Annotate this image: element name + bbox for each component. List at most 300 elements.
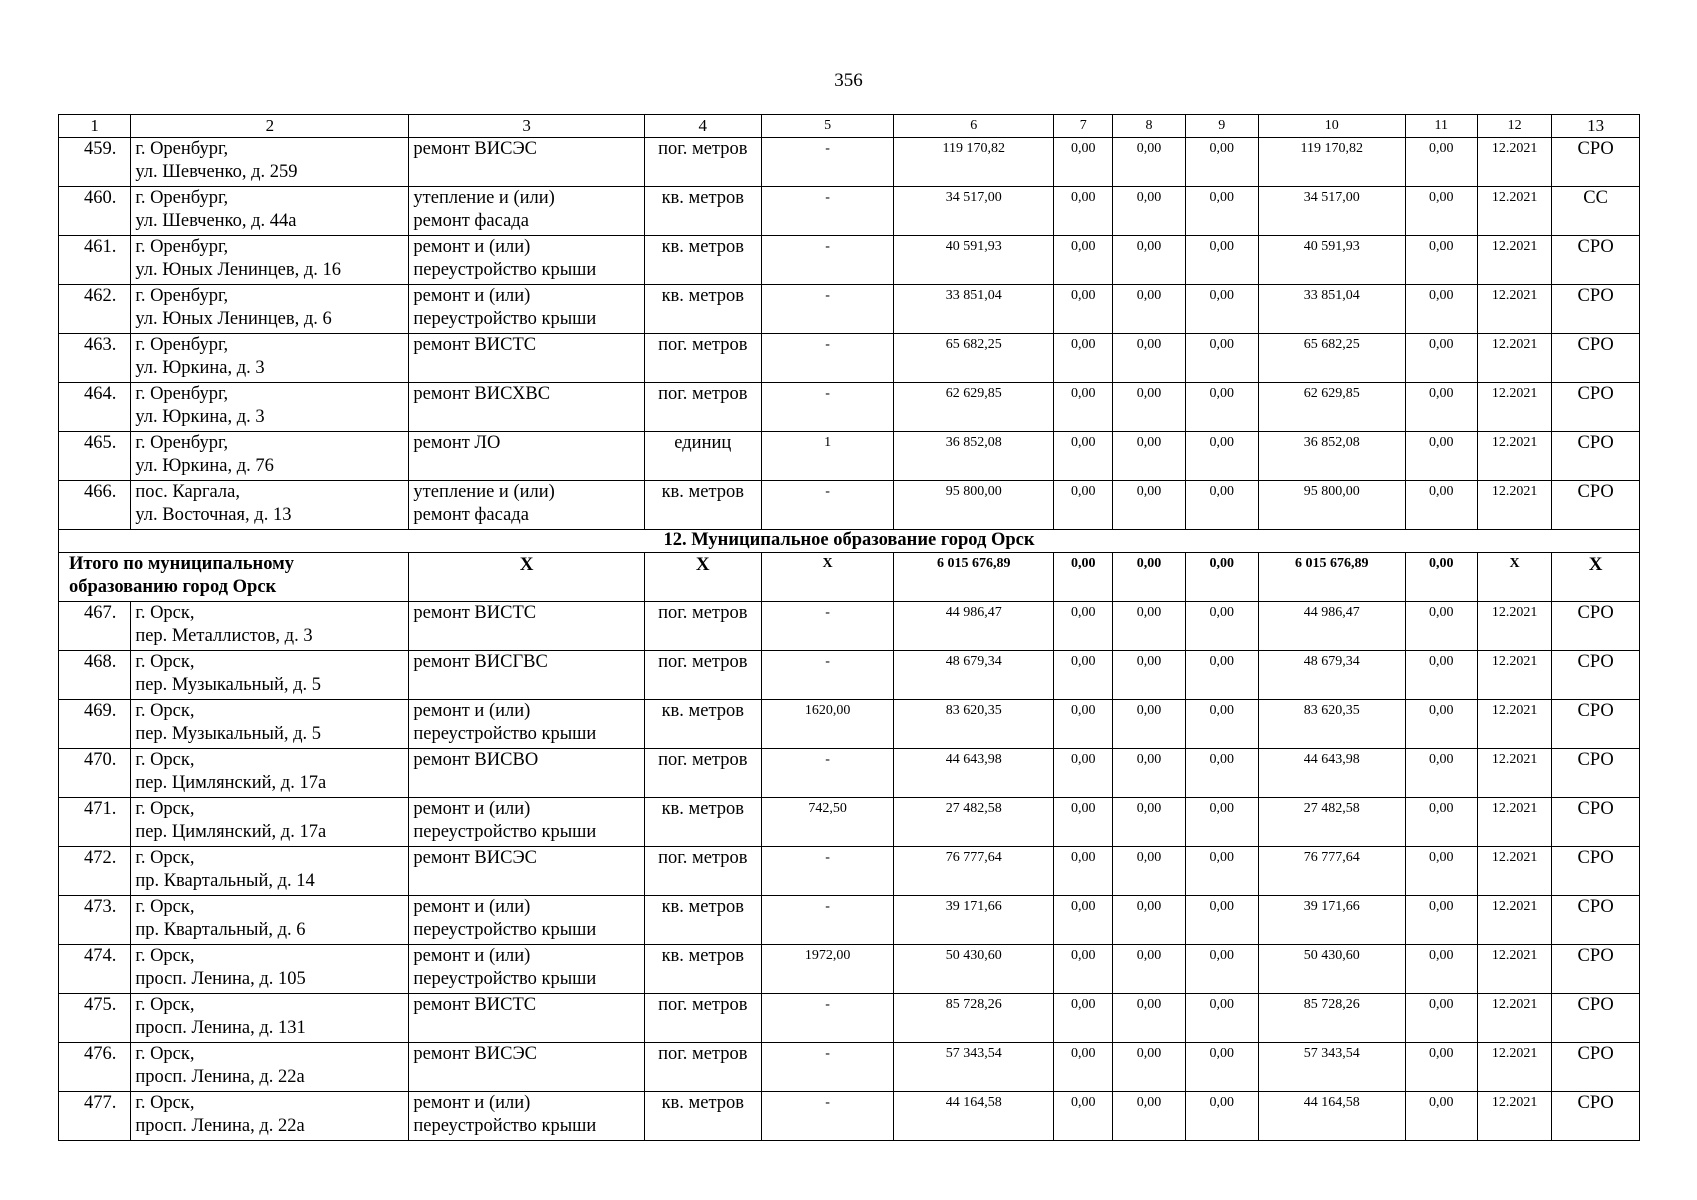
value-cell-5: - bbox=[761, 481, 893, 530]
value-cell-6: 85 728,26 bbox=[894, 994, 1054, 1043]
unit-cell: пог. метров bbox=[644, 1043, 761, 1092]
address-cell bbox=[131, 383, 409, 432]
address-line-1: г. Оренбург, bbox=[135, 237, 229, 257]
value-cell-10: 44 164,58 bbox=[1258, 1092, 1405, 1141]
total-cell-9: 0,00 bbox=[1185, 553, 1258, 602]
unit-cell: пог. метров bbox=[644, 602, 761, 651]
value-cell-11: 0,00 bbox=[1405, 602, 1477, 651]
contractor-type-cell: СРО bbox=[1552, 847, 1640, 896]
address-line-2: пер. Музыкальный, д. 5 bbox=[135, 724, 322, 744]
value-cell-10: 34 517,00 bbox=[1258, 187, 1405, 236]
address-line-2: пер. Цимлянский, д. 17а bbox=[135, 773, 327, 793]
work-type-line-1: ремонт ВИСХВС bbox=[413, 384, 551, 404]
address-line-1: г. Орск, bbox=[135, 946, 195, 966]
value-cell-6: 50 430,60 bbox=[894, 945, 1054, 994]
work-type-cell bbox=[409, 945, 644, 994]
unit-cell: кв. метров bbox=[644, 700, 761, 749]
row-number: 477. bbox=[59, 1092, 131, 1141]
address-line-1: г. Оренбург, bbox=[135, 188, 229, 208]
value-cell-9: 0,00 bbox=[1185, 236, 1258, 285]
address-line-1: г. Орск, bbox=[135, 897, 195, 917]
work-type-cell bbox=[409, 236, 644, 285]
total-cell-13: X bbox=[1552, 553, 1640, 602]
section-row bbox=[59, 530, 1640, 553]
value-cell-7: 0,00 bbox=[1054, 700, 1113, 749]
value-cell-11: 0,00 bbox=[1405, 896, 1477, 945]
value-cell-9: 0,00 bbox=[1185, 383, 1258, 432]
contractor-type-cell: СРО bbox=[1552, 994, 1640, 1043]
table-row bbox=[59, 236, 1640, 285]
value-cell-9: 0,00 bbox=[1185, 285, 1258, 334]
value-cell-5: - bbox=[761, 138, 893, 187]
value-cell-7: 0,00 bbox=[1054, 602, 1113, 651]
address-line-1: г. Орск, bbox=[135, 848, 195, 868]
total-label-line-2: образованию город Орск bbox=[69, 577, 277, 597]
value-cell-8: 0,00 bbox=[1113, 847, 1185, 896]
value-cell-10: 44 643,98 bbox=[1258, 749, 1405, 798]
table-row bbox=[59, 1092, 1640, 1141]
row-number: 476. bbox=[59, 1043, 131, 1092]
value-cell-8: 0,00 bbox=[1113, 945, 1185, 994]
header-cell: 9 bbox=[1185, 115, 1258, 138]
header-cell: 7 bbox=[1054, 115, 1113, 138]
row-number: 459. bbox=[59, 138, 131, 187]
value-cell-6: 34 517,00 bbox=[894, 187, 1054, 236]
value-cell-9: 0,00 bbox=[1185, 1092, 1258, 1141]
contractor-type-cell: СРО bbox=[1552, 334, 1640, 383]
value-cell-8: 0,00 bbox=[1113, 481, 1185, 530]
total-cell-5: X bbox=[761, 553, 893, 602]
value-cell-12: 12.2021 bbox=[1477, 138, 1551, 187]
work-type-line-2: переустройство крыши bbox=[413, 724, 597, 744]
address-line-2: ул. Юркина, д. 3 bbox=[135, 407, 265, 427]
value-cell-11: 0,00 bbox=[1405, 700, 1477, 749]
value-cell-11: 0,00 bbox=[1405, 285, 1477, 334]
unit-cell: пог. метров bbox=[644, 994, 761, 1043]
value-cell-10: 40 591,93 bbox=[1258, 236, 1405, 285]
value-cell-11: 0,00 bbox=[1405, 798, 1477, 847]
header-cell: 5 bbox=[761, 115, 893, 138]
address-cell bbox=[131, 1043, 409, 1092]
table-body bbox=[59, 115, 1640, 1141]
table-row bbox=[59, 994, 1640, 1043]
work-type-line-1: ремонт ВИСЭС bbox=[413, 139, 538, 159]
address-line-2: ул. Юных Ленинцев, д. 16 bbox=[135, 260, 342, 280]
work-type-cell bbox=[409, 1043, 644, 1092]
work-type-line-1: ремонт ВИСТС bbox=[413, 603, 537, 623]
row-number: 473. bbox=[59, 896, 131, 945]
contractor-type-cell: СРО bbox=[1552, 602, 1640, 651]
value-cell-5: - bbox=[761, 749, 893, 798]
contractor-type-cell: СРО bbox=[1552, 383, 1640, 432]
value-cell-9: 0,00 bbox=[1185, 700, 1258, 749]
value-cell-12: 12.2021 bbox=[1477, 945, 1551, 994]
value-cell-8: 0,00 bbox=[1113, 285, 1185, 334]
total-cell-6: 6 015 676,89 bbox=[894, 553, 1054, 602]
row-number: 472. bbox=[59, 847, 131, 896]
value-cell-6: 65 682,25 bbox=[894, 334, 1054, 383]
work-type-line-2: переустройство крыши bbox=[413, 822, 597, 842]
address-line-1: г. Оренбург, bbox=[135, 335, 229, 355]
value-cell-10: 83 620,35 bbox=[1258, 700, 1405, 749]
unit-cell: пог. метров bbox=[644, 749, 761, 798]
work-type-cell bbox=[409, 187, 644, 236]
header-cell: 11 bbox=[1405, 115, 1477, 138]
value-cell-10: 36 852,08 bbox=[1258, 432, 1405, 481]
address-line-1: г. Оренбург, bbox=[135, 433, 229, 453]
value-cell-9: 0,00 bbox=[1185, 749, 1258, 798]
value-cell-7: 0,00 bbox=[1054, 798, 1113, 847]
value-cell-8: 0,00 bbox=[1113, 994, 1185, 1043]
contractor-type-cell: СРО bbox=[1552, 651, 1640, 700]
total-cell-12: X bbox=[1477, 553, 1551, 602]
value-cell-10: 76 777,64 bbox=[1258, 847, 1405, 896]
address-cell bbox=[131, 651, 409, 700]
header-row bbox=[59, 115, 1640, 138]
value-cell-11: 0,00 bbox=[1405, 334, 1477, 383]
value-cell-8: 0,00 bbox=[1113, 700, 1185, 749]
unit-cell: кв. метров bbox=[644, 481, 761, 530]
value-cell-9: 0,00 bbox=[1185, 798, 1258, 847]
work-type-cell bbox=[409, 749, 644, 798]
table-row bbox=[59, 432, 1640, 481]
value-cell-11: 0,00 bbox=[1405, 187, 1477, 236]
row-number: 468. bbox=[59, 651, 131, 700]
value-cell-12: 12.2021 bbox=[1477, 285, 1551, 334]
value-cell-6: 40 591,93 bbox=[894, 236, 1054, 285]
value-cell-5: - bbox=[761, 847, 893, 896]
address-cell bbox=[131, 285, 409, 334]
unit-cell: пог. метров bbox=[644, 847, 761, 896]
value-cell-11: 0,00 bbox=[1405, 236, 1477, 285]
table-row bbox=[59, 798, 1640, 847]
value-cell-11: 0,00 bbox=[1405, 1043, 1477, 1092]
work-type-cell bbox=[409, 1092, 644, 1141]
work-type-line-1: ремонт ВИСГВС bbox=[413, 652, 548, 672]
contractor-type-cell: СРО bbox=[1552, 1043, 1640, 1092]
address-cell bbox=[131, 481, 409, 530]
address-line-2: ул. Юных Ленинцев, д. 6 bbox=[135, 309, 332, 329]
value-cell-8: 0,00 bbox=[1113, 602, 1185, 651]
value-cell-9: 0,00 bbox=[1185, 602, 1258, 651]
address-line-1: г. Орск, bbox=[135, 799, 195, 819]
address-line-2: просп. Ленина, д. 22а bbox=[135, 1116, 305, 1136]
contractor-type-cell: СРО bbox=[1552, 138, 1640, 187]
work-type-line-2: переустройство крыши bbox=[413, 969, 597, 989]
value-cell-7: 0,00 bbox=[1054, 138, 1113, 187]
total-cell-3: X bbox=[409, 553, 644, 602]
value-cell-5: - bbox=[761, 236, 893, 285]
value-cell-8: 0,00 bbox=[1113, 236, 1185, 285]
value-cell-9: 0,00 bbox=[1185, 896, 1258, 945]
row-number: 474. bbox=[59, 945, 131, 994]
value-cell-7: 0,00 bbox=[1054, 945, 1113, 994]
value-cell-12: 12.2021 bbox=[1477, 602, 1551, 651]
total-cell-8: 0,00 bbox=[1113, 553, 1185, 602]
value-cell-5: - bbox=[761, 602, 893, 651]
value-cell-10: 57 343,54 bbox=[1258, 1043, 1405, 1092]
total-cell-10: 6 015 676,89 bbox=[1258, 553, 1405, 602]
header-cell: 6 bbox=[894, 115, 1054, 138]
value-cell-9: 0,00 bbox=[1185, 945, 1258, 994]
value-cell-10: 95 800,00 bbox=[1258, 481, 1405, 530]
work-type-cell bbox=[409, 602, 644, 651]
value-cell-5: - bbox=[761, 285, 893, 334]
unit-cell: пог. метров bbox=[644, 138, 761, 187]
value-cell-11: 0,00 bbox=[1405, 481, 1477, 530]
value-cell-6: 119 170,82 bbox=[894, 138, 1054, 187]
unit-cell: кв. метров bbox=[644, 236, 761, 285]
address-cell bbox=[131, 602, 409, 651]
value-cell-12: 12.2021 bbox=[1477, 334, 1551, 383]
row-number: 462. bbox=[59, 285, 131, 334]
value-cell-7: 0,00 bbox=[1054, 847, 1113, 896]
contractor-type-cell: СС bbox=[1552, 187, 1640, 236]
work-type-line-2: переустройство крыши bbox=[413, 260, 597, 280]
work-type-line-2: ремонт фасада bbox=[413, 505, 529, 525]
value-cell-10: 39 171,66 bbox=[1258, 896, 1405, 945]
value-cell-5: 742,50 bbox=[761, 798, 893, 847]
value-cell-7: 0,00 bbox=[1054, 236, 1113, 285]
value-cell-6: 36 852,08 bbox=[894, 432, 1054, 481]
header-cell: 2 bbox=[131, 115, 409, 138]
value-cell-11: 0,00 bbox=[1405, 1092, 1477, 1141]
value-cell-7: 0,00 bbox=[1054, 383, 1113, 432]
value-cell-7: 0,00 bbox=[1054, 285, 1113, 334]
address-line-2: ул. Шевченко, д. 44а bbox=[135, 211, 297, 231]
value-cell-8: 0,00 bbox=[1113, 187, 1185, 236]
address-cell bbox=[131, 994, 409, 1043]
total-cell-4: X bbox=[644, 553, 761, 602]
table-row bbox=[59, 1043, 1640, 1092]
value-cell-8: 0,00 bbox=[1113, 749, 1185, 798]
value-cell-6: 83 620,35 bbox=[894, 700, 1054, 749]
work-type-cell bbox=[409, 651, 644, 700]
value-cell-6: 33 851,04 bbox=[894, 285, 1054, 334]
value-cell-9: 0,00 bbox=[1185, 138, 1258, 187]
value-cell-6: 44 986,47 bbox=[894, 602, 1054, 651]
address-line-2: просп. Ленина, д. 22а bbox=[135, 1067, 305, 1087]
value-cell-9: 0,00 bbox=[1185, 994, 1258, 1043]
row-number: 460. bbox=[59, 187, 131, 236]
work-type-line-1: утепление и (или) bbox=[413, 482, 555, 502]
work-type-line-2: переустройство крыши bbox=[413, 309, 597, 329]
address-line-1: г. Оренбург, bbox=[135, 384, 229, 404]
value-cell-9: 0,00 bbox=[1185, 334, 1258, 383]
address-cell bbox=[131, 945, 409, 994]
unit-cell: кв. метров bbox=[644, 945, 761, 994]
value-cell-10: 44 986,47 bbox=[1258, 602, 1405, 651]
value-cell-9: 0,00 bbox=[1185, 481, 1258, 530]
address-cell bbox=[131, 700, 409, 749]
address-line-2: пр. Квартальный, д. 14 bbox=[135, 871, 315, 891]
table-row bbox=[59, 481, 1640, 530]
work-type-cell bbox=[409, 798, 644, 847]
contractor-type-cell: СРО bbox=[1552, 798, 1640, 847]
row-number: 467. bbox=[59, 602, 131, 651]
value-cell-9: 0,00 bbox=[1185, 187, 1258, 236]
value-cell-5: - bbox=[761, 1043, 893, 1092]
address-line-2: пр. Квартальный, д. 6 bbox=[135, 920, 306, 940]
address-cell bbox=[131, 1092, 409, 1141]
value-cell-11: 0,00 bbox=[1405, 432, 1477, 481]
value-cell-6: 95 800,00 bbox=[894, 481, 1054, 530]
unit-cell: кв. метров bbox=[644, 1092, 761, 1141]
address-cell bbox=[131, 432, 409, 481]
row-number: 463. bbox=[59, 334, 131, 383]
value-cell-7: 0,00 bbox=[1054, 749, 1113, 798]
value-cell-11: 0,00 bbox=[1405, 651, 1477, 700]
value-cell-7: 0,00 bbox=[1054, 432, 1113, 481]
address-line-2: пер. Цимлянский, д. 17а bbox=[135, 822, 327, 842]
work-type-line-1: ремонт и (или) bbox=[413, 1093, 531, 1113]
value-cell-9: 0,00 bbox=[1185, 432, 1258, 481]
address-line-1: г. Оренбург, bbox=[135, 139, 229, 159]
work-type-line-2: ремонт фасада bbox=[413, 211, 529, 231]
address-line-2: просп. Ленина, д. 131 bbox=[135, 1018, 306, 1038]
value-cell-5: - bbox=[761, 1092, 893, 1141]
work-type-cell bbox=[409, 994, 644, 1043]
table-row bbox=[59, 700, 1640, 749]
total-label-line-1: Итого по муниципальному bbox=[69, 554, 294, 574]
work-type-line-1: ремонт и (или) bbox=[413, 701, 531, 721]
table-row bbox=[59, 334, 1640, 383]
work-type-cell bbox=[409, 896, 644, 945]
value-cell-5: 1 bbox=[761, 432, 893, 481]
value-cell-10: 48 679,34 bbox=[1258, 651, 1405, 700]
header-cell: 8 bbox=[1113, 115, 1185, 138]
unit-cell: пог. метров bbox=[644, 651, 761, 700]
work-type-line-1: ремонт и (или) bbox=[413, 946, 531, 966]
work-type-line-1: ремонт ВИСВО bbox=[413, 750, 539, 770]
value-cell-10: 33 851,04 bbox=[1258, 285, 1405, 334]
section-title: 12. Муниципальное образование город Орск bbox=[59, 530, 1640, 553]
table-row bbox=[59, 749, 1640, 798]
work-type-line-1: ремонт ВИСЭС bbox=[413, 1044, 538, 1064]
table-row bbox=[59, 285, 1640, 334]
value-cell-5: - bbox=[761, 334, 893, 383]
value-cell-8: 0,00 bbox=[1113, 798, 1185, 847]
value-cell-10: 62 629,85 bbox=[1258, 383, 1405, 432]
contractor-type-cell: СРО bbox=[1552, 285, 1640, 334]
address-cell bbox=[131, 847, 409, 896]
value-cell-8: 0,00 bbox=[1113, 334, 1185, 383]
value-cell-6: 62 629,85 bbox=[894, 383, 1054, 432]
work-type-line-1: ремонт и (или) bbox=[413, 286, 531, 306]
work-type-line-1: ремонт ВИСЭС bbox=[413, 848, 538, 868]
value-cell-5: 1972,00 bbox=[761, 945, 893, 994]
work-type-line-1: ремонт и (или) bbox=[413, 799, 531, 819]
address-line-1: г. Орск, bbox=[135, 1044, 195, 1064]
total-cell-11: 0,00 bbox=[1405, 553, 1477, 602]
address-cell bbox=[131, 798, 409, 847]
value-cell-12: 12.2021 bbox=[1477, 1043, 1551, 1092]
address-cell bbox=[131, 749, 409, 798]
work-type-cell bbox=[409, 285, 644, 334]
unit-cell: единиц bbox=[644, 432, 761, 481]
repair-plan-table bbox=[58, 114, 1640, 1141]
work-type-cell bbox=[409, 847, 644, 896]
address-line-1: г. Орск, bbox=[135, 1093, 195, 1113]
row-number: 464. bbox=[59, 383, 131, 432]
value-cell-10: 50 430,60 bbox=[1258, 945, 1405, 994]
table-row bbox=[59, 651, 1640, 700]
value-cell-6: 27 482,58 bbox=[894, 798, 1054, 847]
contractor-type-cell: СРО bbox=[1552, 481, 1640, 530]
value-cell-8: 0,00 bbox=[1113, 1092, 1185, 1141]
value-cell-5: 1620,00 bbox=[761, 700, 893, 749]
contractor-type-cell: СРО bbox=[1552, 749, 1640, 798]
work-type-line-2: переустройство крыши bbox=[413, 1116, 597, 1136]
work-type-cell bbox=[409, 432, 644, 481]
address-line-2: ул. Юркина, д. 3 bbox=[135, 358, 265, 378]
header-cell: 3 bbox=[409, 115, 644, 138]
value-cell-9: 0,00 bbox=[1185, 847, 1258, 896]
address-line-2: пер. Металлистов, д. 3 bbox=[135, 626, 313, 646]
value-cell-7: 0,00 bbox=[1054, 896, 1113, 945]
row-number: 471. bbox=[59, 798, 131, 847]
unit-cell: пог. метров bbox=[644, 383, 761, 432]
total-row bbox=[59, 553, 1640, 602]
value-cell-10: 85 728,26 bbox=[1258, 994, 1405, 1043]
value-cell-12: 12.2021 bbox=[1477, 749, 1551, 798]
table-row bbox=[59, 138, 1640, 187]
value-cell-6: 57 343,54 bbox=[894, 1043, 1054, 1092]
unit-cell: пог. метров bbox=[644, 334, 761, 383]
value-cell-5: - bbox=[761, 651, 893, 700]
row-number: 469. bbox=[59, 700, 131, 749]
address-cell bbox=[131, 236, 409, 285]
address-line-2: ул. Шевченко, д. 259 bbox=[135, 162, 298, 182]
contractor-type-cell: СРО bbox=[1552, 1092, 1640, 1141]
table-row bbox=[59, 602, 1640, 651]
contractor-type-cell: СРО bbox=[1552, 700, 1640, 749]
value-cell-7: 0,00 bbox=[1054, 481, 1113, 530]
value-cell-11: 0,00 bbox=[1405, 383, 1477, 432]
address-cell bbox=[131, 138, 409, 187]
value-cell-11: 0,00 bbox=[1405, 749, 1477, 798]
unit-cell: кв. метров bbox=[644, 798, 761, 847]
table-row bbox=[59, 187, 1640, 236]
value-cell-12: 12.2021 bbox=[1477, 847, 1551, 896]
value-cell-7: 0,00 bbox=[1054, 334, 1113, 383]
address-line-2: пер. Музыкальный, д. 5 bbox=[135, 675, 322, 695]
address-cell bbox=[131, 187, 409, 236]
value-cell-7: 0,00 bbox=[1054, 187, 1113, 236]
value-cell-11: 0,00 bbox=[1405, 945, 1477, 994]
address-cell bbox=[131, 334, 409, 383]
value-cell-8: 0,00 bbox=[1113, 896, 1185, 945]
address-line-1: г. Орск, bbox=[135, 701, 195, 721]
value-cell-12: 12.2021 bbox=[1477, 383, 1551, 432]
table-row bbox=[59, 847, 1640, 896]
work-type-line-1: ремонт ВИСТС bbox=[413, 335, 537, 355]
value-cell-6: 48 679,34 bbox=[894, 651, 1054, 700]
address-line-2: ул. Юркина, д. 76 bbox=[135, 456, 274, 476]
contractor-type-cell: СРО bbox=[1552, 896, 1640, 945]
value-cell-7: 0,00 bbox=[1054, 1043, 1113, 1092]
value-cell-7: 0,00 bbox=[1054, 994, 1113, 1043]
total-label bbox=[59, 553, 409, 602]
value-cell-7: 0,00 bbox=[1054, 651, 1113, 700]
header-cell: 1 bbox=[59, 115, 131, 138]
value-cell-9: 0,00 bbox=[1185, 651, 1258, 700]
value-cell-8: 0,00 bbox=[1113, 432, 1185, 481]
header-cell: 13 bbox=[1552, 115, 1640, 138]
value-cell-10: 119 170,82 bbox=[1258, 138, 1405, 187]
value-cell-12: 12.2021 bbox=[1477, 1092, 1551, 1141]
header-cell: 12 bbox=[1477, 115, 1551, 138]
